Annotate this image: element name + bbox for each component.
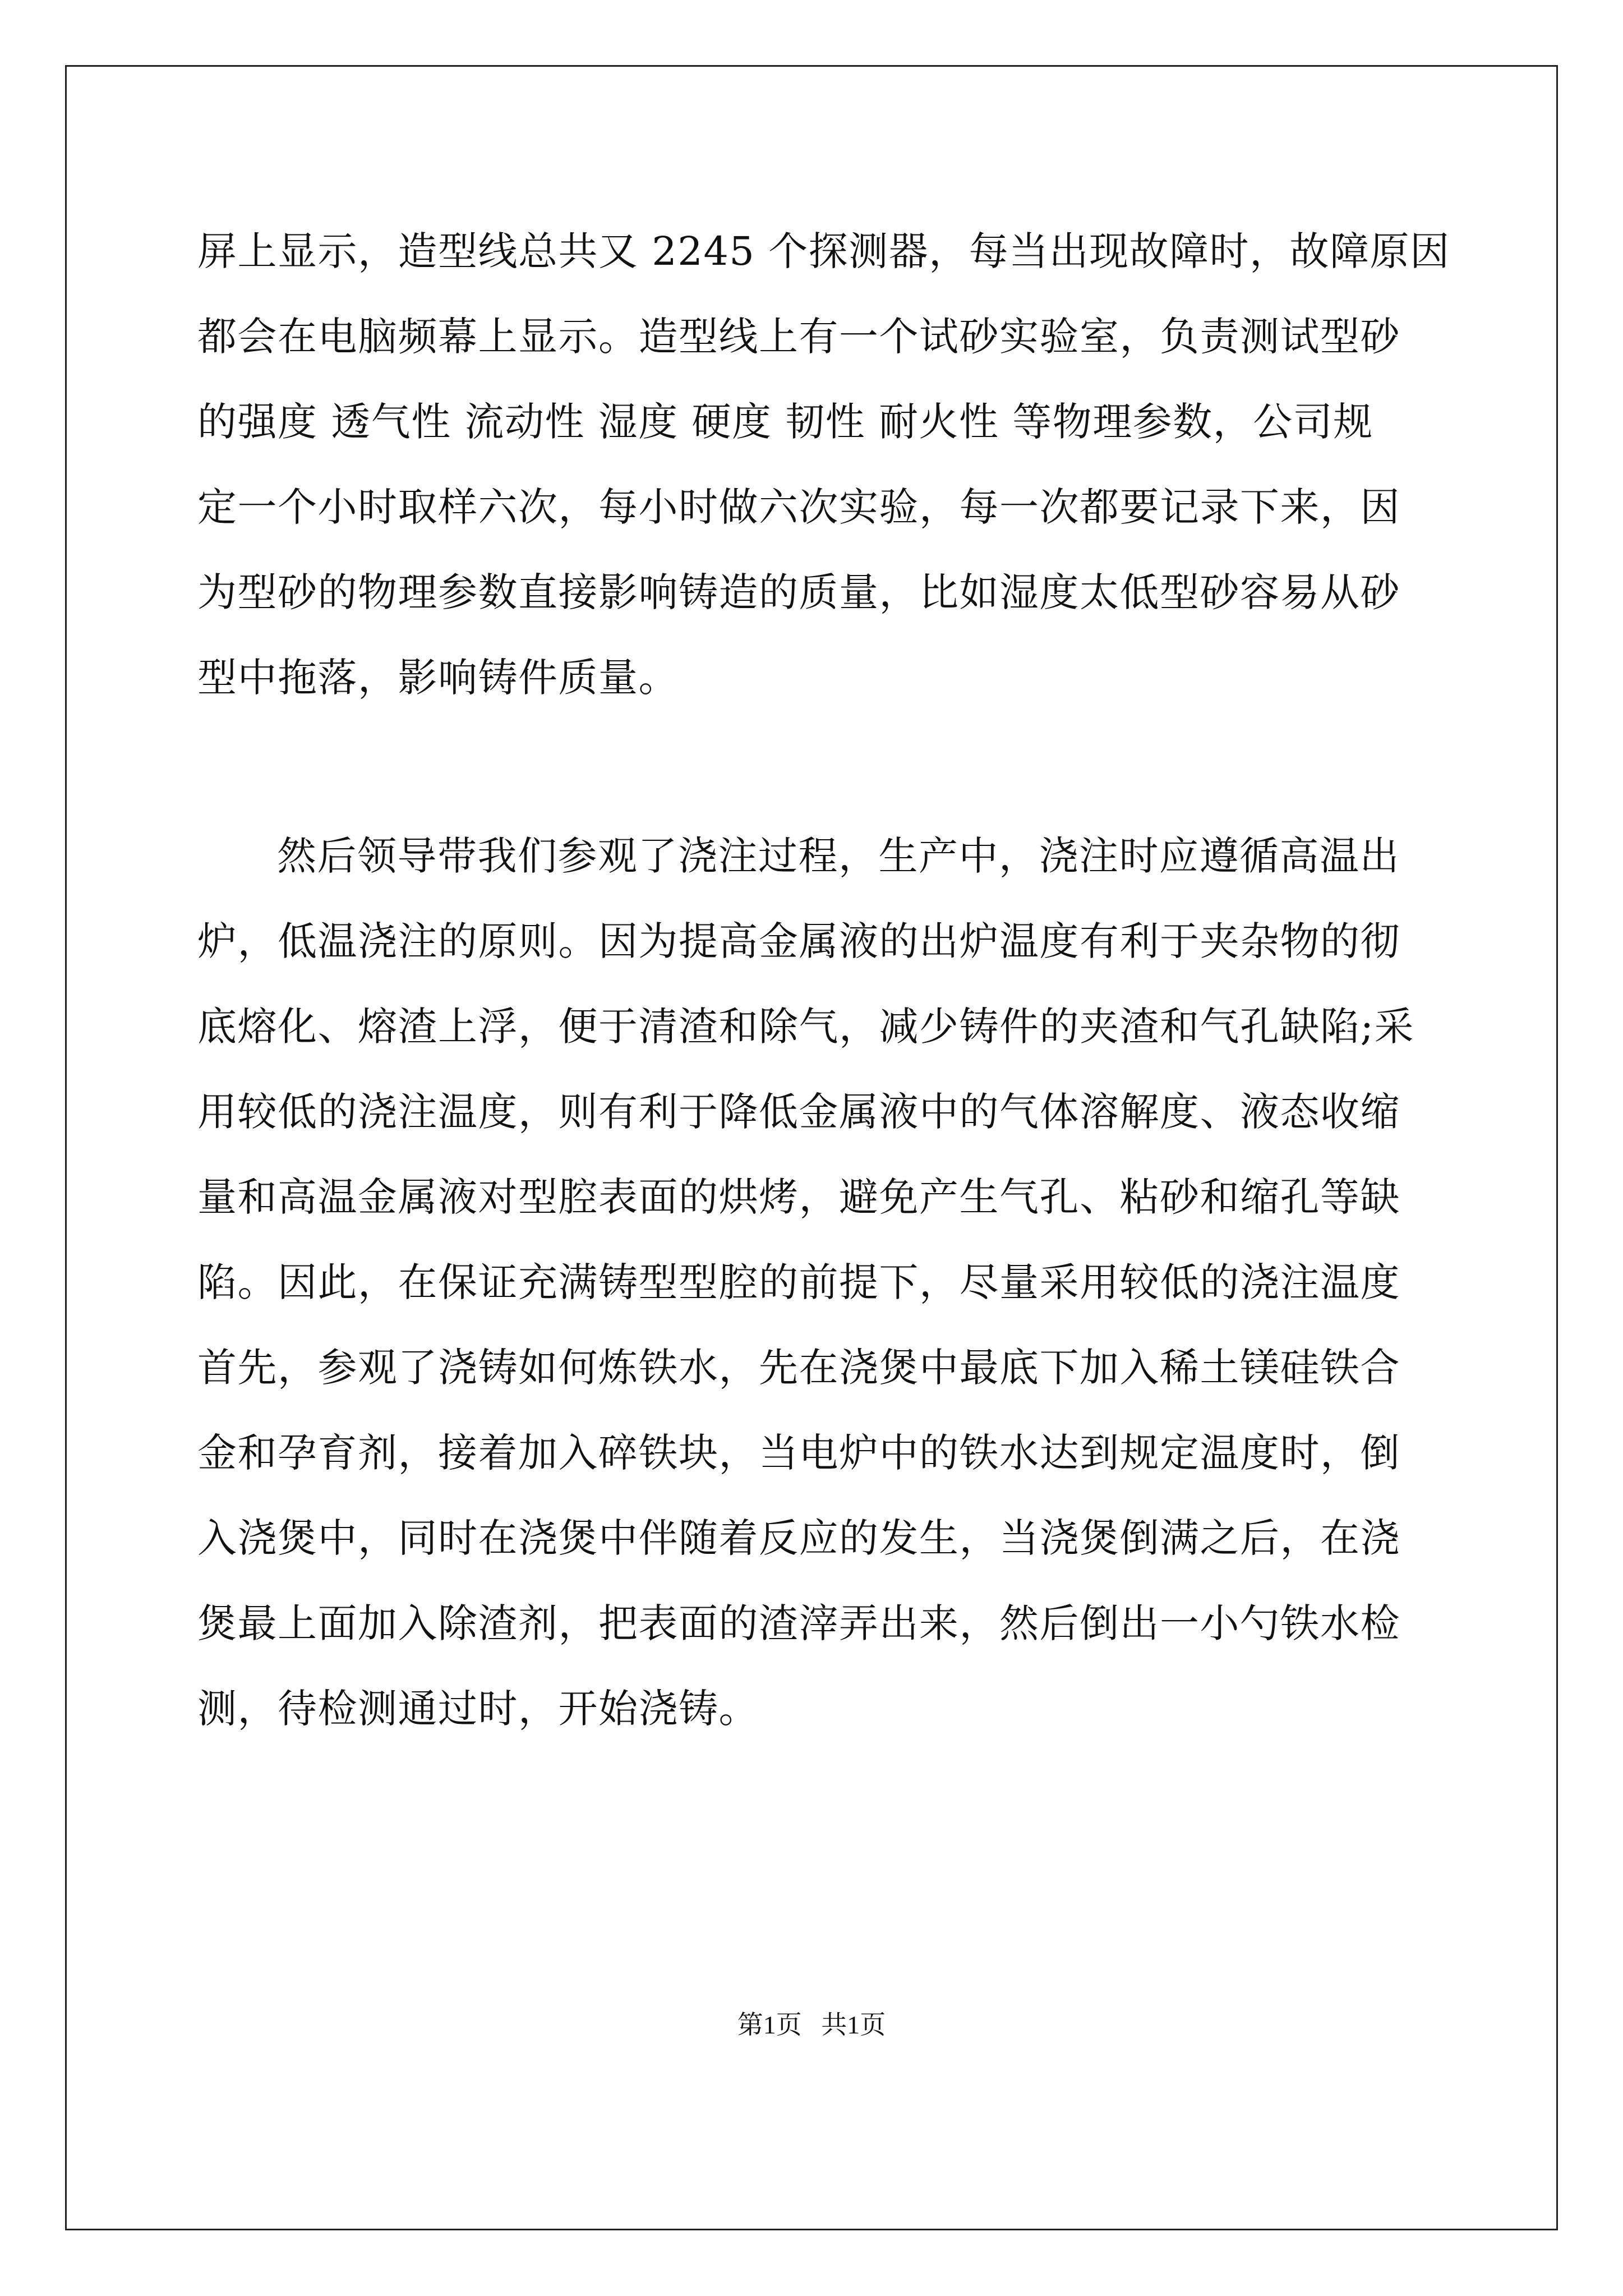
text-line: 为型砂的物理参数直接影响铸造的质量，比如湿度太低型砂容易从砂 xyxy=(197,569,1400,615)
text-line: 定一个小时取样六次，每小时做六次实验，每一次都要记录下来，因 xyxy=(197,484,1400,530)
text-line: 型中拖落，影响铸件质量。 xyxy=(197,655,679,701)
text-line: 煲最上面加入除渣剂，把表面的渣滓弄出来，然后倒出一小勺铁水检 xyxy=(197,1600,1400,1646)
text-line: 金和孕育剂，接着加入碎铁块，当电炉中的铁水达到规定温度时，倒 xyxy=(197,1430,1400,1476)
text-line: 都会在电脑频幕上显示。造型线上有一个试砂实验室，负责测试型砂 xyxy=(197,314,1400,360)
text-line: 量和高温金属液对型腔表面的烘烤，避免产生气孔、粘砂和缩孔等缺 xyxy=(197,1174,1400,1220)
text-line: 首先，参观了浇铸如何炼铁水，先在浇煲中最底下加入稀土镁硅铁合 xyxy=(197,1345,1400,1391)
text-line: 的强度 透气性 流动性 湿度 硬度 韧性 耐火性 等物理参数，公司规 xyxy=(197,399,1373,445)
text-line: 陷。因此，在保证充满铸型型腔的前提下，尽量采用较低的浇注温度 xyxy=(197,1259,1400,1305)
paragraph-first-line: 然后领导带我们参观了浇注过程，生产中，浇注时应遵循高温出 xyxy=(277,833,1400,879)
text-line: 炉，低温浇注的原则。因为提高金属液的出炉温度有利于夹杂物的彻 xyxy=(197,918,1400,964)
text-line: 屏上显示，造型线总共又 2245 个探测器，每当出现故障时，故障原因 xyxy=(197,228,1450,274)
page-number-footer: 第1页 共1页 xyxy=(737,2010,886,2039)
text-line: 测，待检测通过时，开始浇铸。 xyxy=(197,1686,759,1732)
text-line: 底熔化、熔渣上浮，便于清渣和除气，减少铸件的夹渣和气孔缺陷;采 xyxy=(197,1004,1415,1050)
text-line: 用较低的浇注温度，则有利于降低金属液中的气体溶解度、液态收缩 xyxy=(197,1089,1400,1135)
text-line: 入浇煲中，同时在浇煲中伴随着反应的发生，当浇煲倒满之后，在浇 xyxy=(197,1515,1400,1561)
